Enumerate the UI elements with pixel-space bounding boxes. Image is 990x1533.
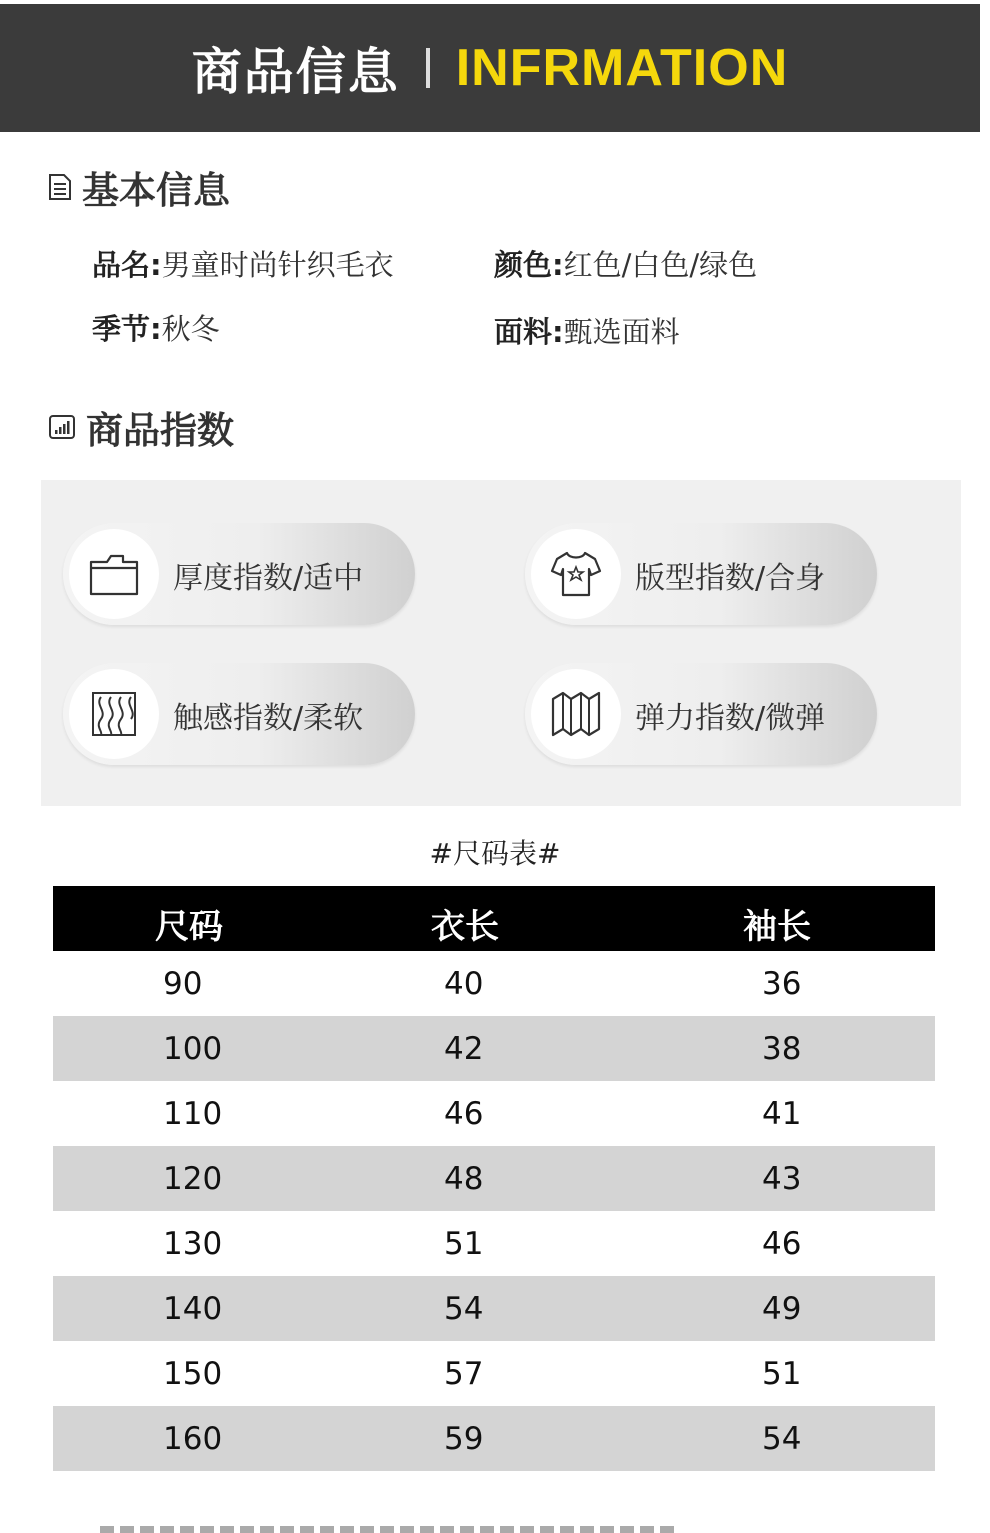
index-item-fit-label: 版型指数/合身 <box>635 561 826 596</box>
info-name-value: 男童时尚针织毛衣 <box>161 248 394 282</box>
folder-icon <box>87 550 141 598</box>
index-item-thickness <box>63 523 415 625</box>
basic-info-title: 基本信息 <box>82 169 230 212</box>
index-item-thickness-badge <box>69 529 159 619</box>
info-season-value: 秋冬 <box>161 312 220 346</box>
cell-size: 110 <box>163 1096 223 1132</box>
cell-size: 90 <box>163 966 203 1002</box>
cell-length: 40 <box>444 966 484 1002</box>
cell-size: 100 <box>163 1031 223 1067</box>
cell-sleeve: 41 <box>762 1096 802 1132</box>
wave-fabric-icon <box>89 689 139 739</box>
stretch-fabric-icon <box>549 689 603 739</box>
cell-sleeve: 38 <box>762 1031 802 1067</box>
index-title: 商品指数 <box>86 409 234 452</box>
header-size: 尺码 <box>155 907 223 947</box>
cell-length: 51 <box>444 1226 484 1262</box>
table-row <box>53 1406 935 1471</box>
cell-size: 130 <box>163 1226 223 1262</box>
header-title-cn: 商品信息 <box>191 43 400 101</box>
size-table-title: #尺码表# <box>429 837 561 870</box>
basic-info-heading <box>48 160 230 214</box>
cell-sleeve: 43 <box>762 1161 802 1197</box>
index-panel <box>41 480 961 806</box>
header-sleeve: 袖长 <box>743 907 811 947</box>
table-row <box>53 951 935 1016</box>
info-name-label: 品名: <box>92 248 162 282</box>
index-item-touch-badge <box>69 669 159 759</box>
index-item-elasticity-badge <box>531 669 621 759</box>
cell-size: 140 <box>163 1291 223 1327</box>
info-season-label: 季节: <box>92 312 162 346</box>
header-title-en: INFRMATION <box>455 39 789 97</box>
cell-length: 59 <box>444 1421 484 1457</box>
cell-length: 46 <box>444 1096 484 1132</box>
index-item-elasticity <box>525 663 877 765</box>
header-length: 衣长 <box>431 907 499 947</box>
info-fabric-label: 面料: <box>494 315 564 349</box>
footer-note-clipped <box>100 1522 700 1533</box>
cell-length: 48 <box>444 1161 484 1197</box>
header-banner <box>0 4 980 132</box>
chart-icon <box>48 413 76 441</box>
cell-length: 42 <box>444 1031 484 1067</box>
tshirt-icon <box>549 549 603 599</box>
info-season <box>92 307 220 348</box>
info-name <box>92 243 394 284</box>
cell-length: 54 <box>444 1291 484 1327</box>
info-fabric-value: 甄选面料 <box>563 315 680 349</box>
info-color-label: 颜色: <box>494 248 564 282</box>
cell-sleeve: 46 <box>762 1226 802 1262</box>
index-item-thickness-label: 厚度指数/适中 <box>173 561 364 596</box>
info-fabric <box>494 310 680 351</box>
cell-size: 120 <box>163 1161 223 1197</box>
table-row <box>53 1081 935 1146</box>
table-row <box>53 1146 935 1211</box>
header-divider <box>426 48 430 88</box>
index-item-touch <box>63 663 415 765</box>
cell-sleeve: 51 <box>762 1356 802 1392</box>
info-color-value: 红色/白色/绿色 <box>563 248 758 282</box>
cell-size: 150 <box>163 1356 223 1392</box>
info-color <box>494 243 757 284</box>
table-row <box>53 1211 935 1276</box>
table-row <box>53 1276 935 1341</box>
index-item-fit-badge <box>531 529 621 619</box>
cell-sleeve: 36 <box>762 966 802 1002</box>
document-icon <box>48 173 72 201</box>
footer-note-strokes <box>100 1526 680 1533</box>
cell-sleeve: 49 <box>762 1291 802 1327</box>
size-table-header <box>53 886 935 951</box>
index-item-elasticity-label: 弹力指数/微弹 <box>635 701 826 736</box>
index-item-touch-label: 触感指数/柔软 <box>173 701 364 736</box>
cell-length: 57 <box>444 1356 484 1392</box>
cell-size: 160 <box>163 1421 223 1457</box>
table-row <box>53 1016 935 1081</box>
index-item-fit <box>525 523 877 625</box>
cell-sleeve: 54 <box>762 1421 802 1457</box>
index-heading <box>48 400 234 454</box>
table-row <box>53 1341 935 1406</box>
